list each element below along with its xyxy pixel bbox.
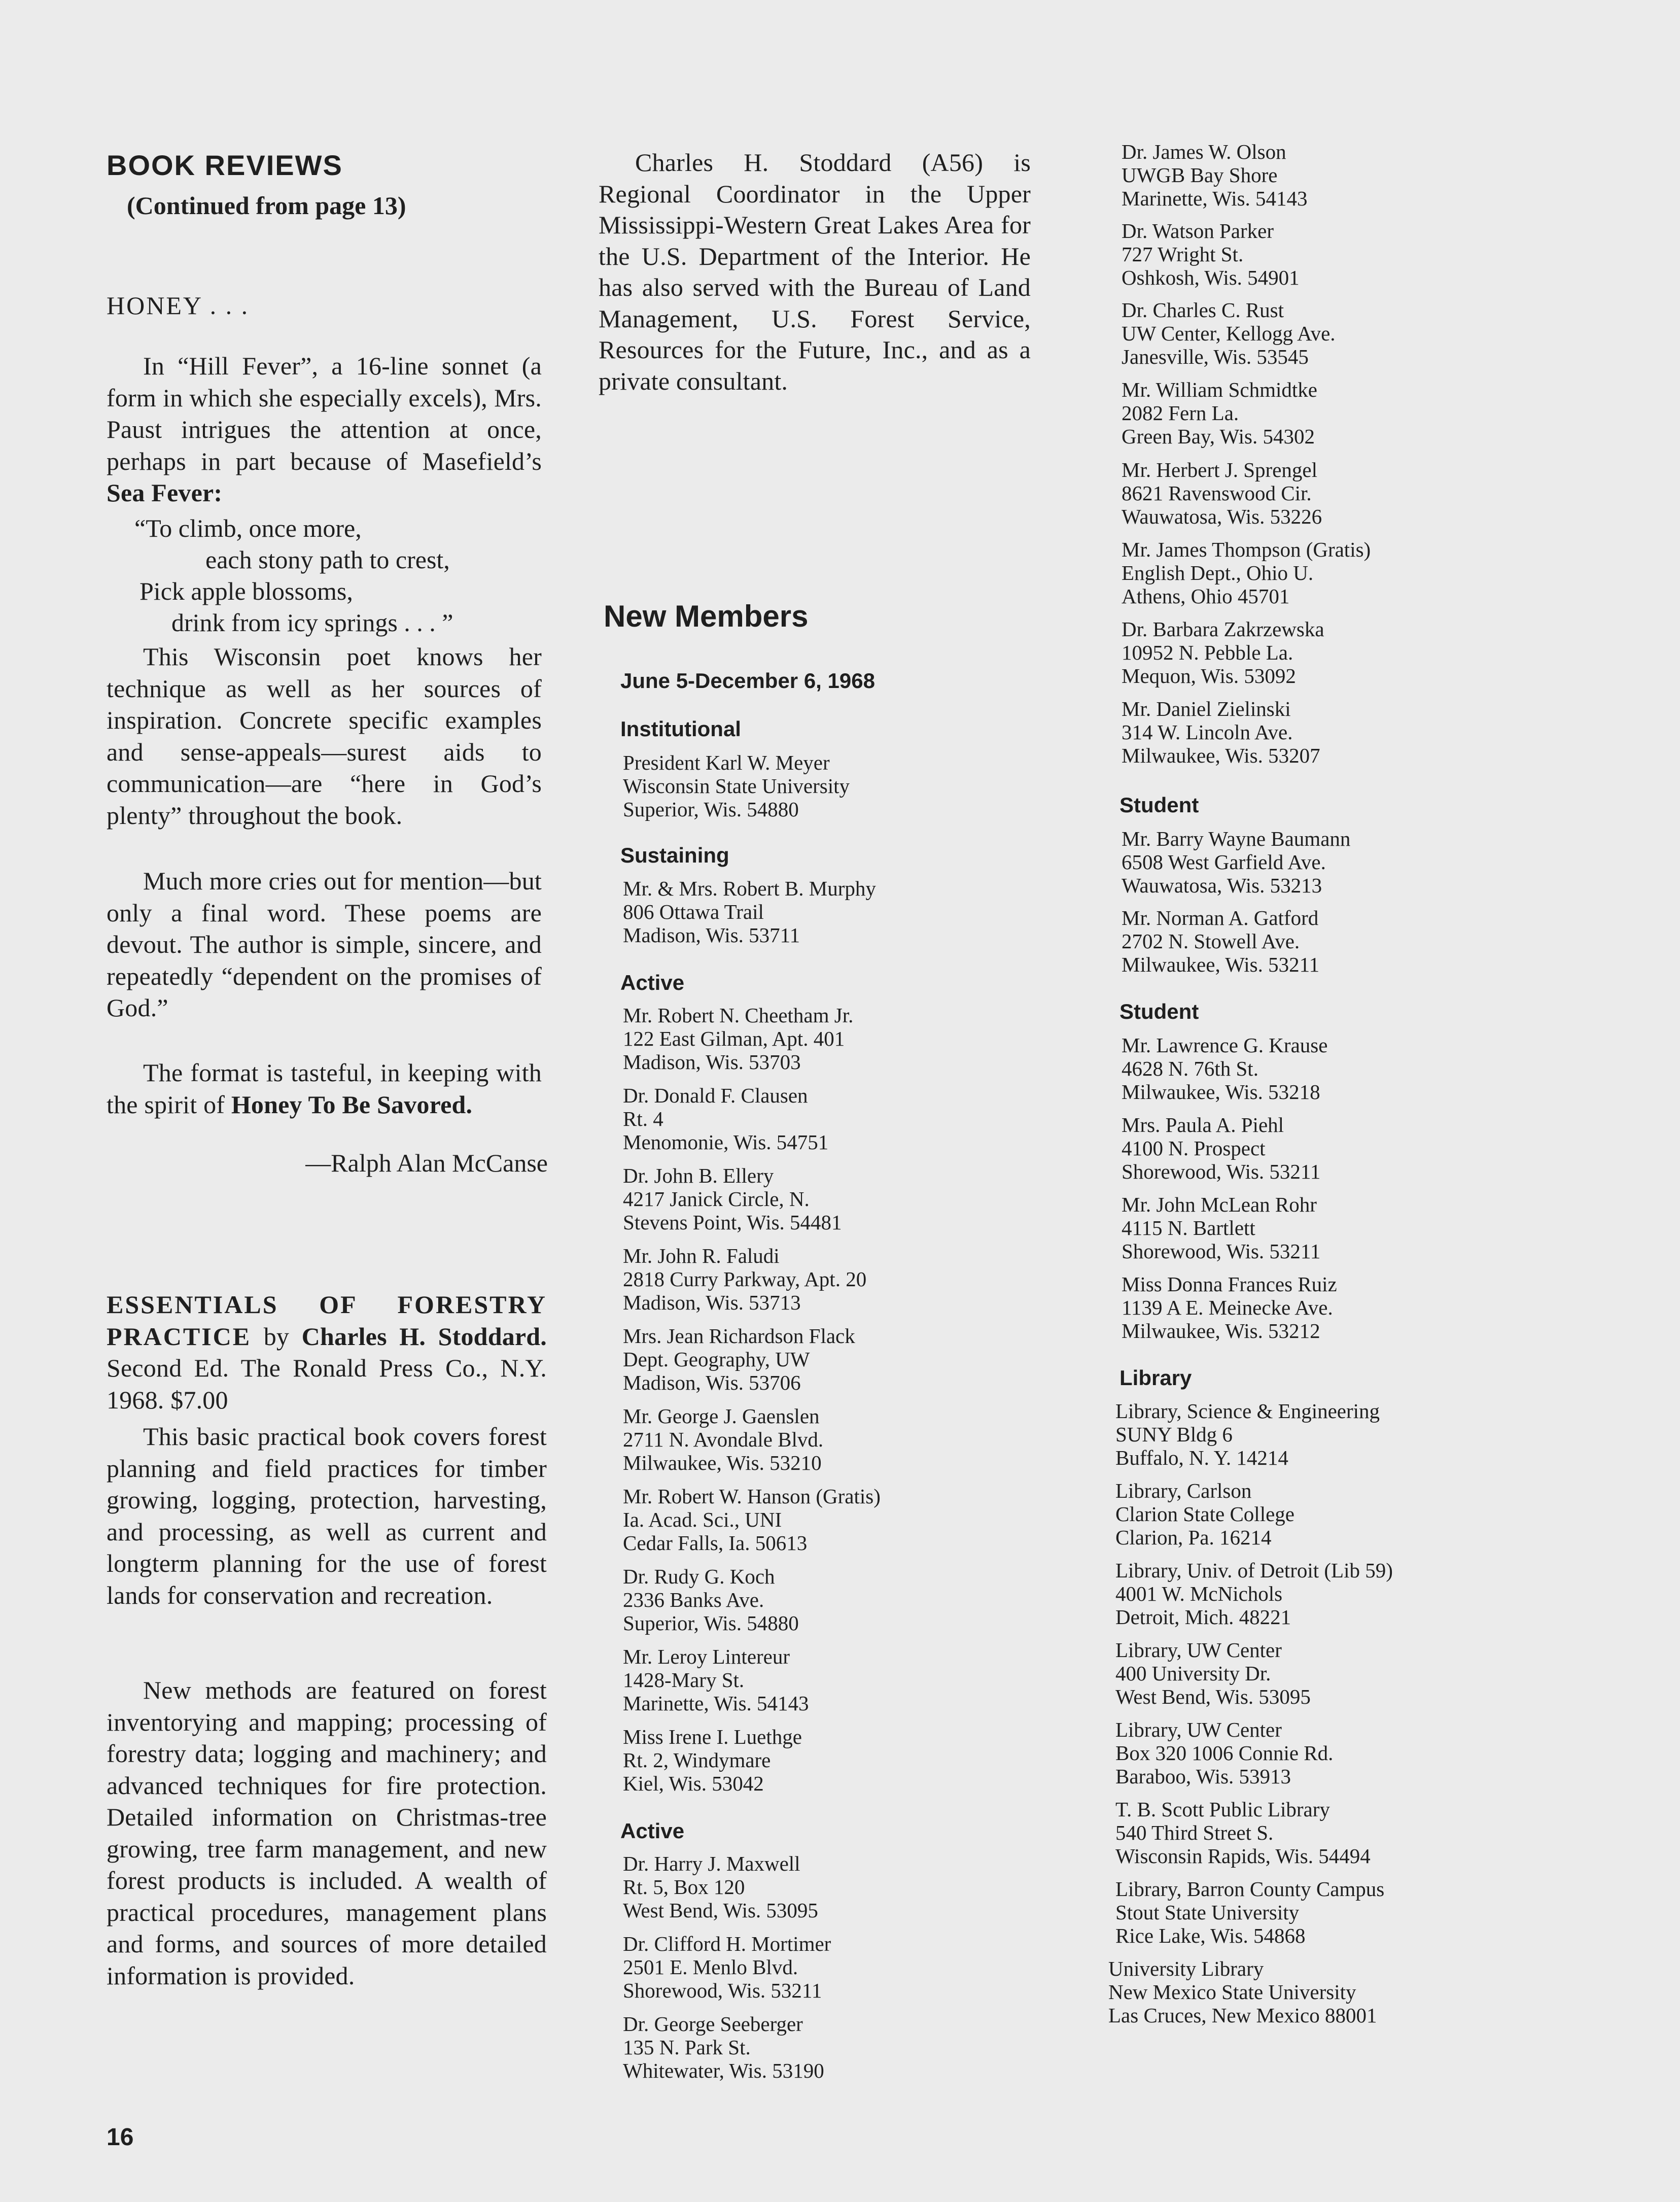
member-entry: President Karl W. Meyer Wisconsin State University Superior, Wis. 54880 (623, 751, 850, 821)
forestry-by: by (263, 1322, 290, 1351)
library-label: Library (1119, 1366, 1192, 1390)
honey-paragraph-2: This Wisconsin poet knows her technique as well as her sources of inspiration. Concrete specific examples and sense-appeals—surest aids to communication—are “here in God’s plenty” throughout the book. (107, 642, 542, 830)
member-entry: Miss Donna Frances Ruiz 1139 A E. Meinecke Ave. Milwaukee, Wis. 53212 (1122, 1272, 1337, 1343)
student-label-2: Student (1119, 1000, 1199, 1023)
member-entry: Dr. Rudy G. Koch 2336 Banks Ave. Superior, Wis. 54880 (623, 1565, 799, 1635)
member-entry: Dr. George Seeberger 135 N. Park St. Whitewater, Wis. 53190 (623, 2012, 824, 2082)
continued-note: (Continued from page 13) (127, 191, 406, 220)
student-label: Student (1119, 793, 1199, 817)
honey-paragraph-3: Much more cries out for mention—but only a final word. These poems are devout. The author is simple, sincere, and repeatedly “dependent on the promises of God.” (107, 867, 542, 1022)
reviewer-signature: —Ralph Alan McCanse (305, 1149, 548, 1177)
sustaining-label: Sustaining (620, 843, 729, 867)
member-entry: Mr. & Mrs. Robert B. Murphy 806 Ottawa Trail Madison, Wis. 53711 (623, 877, 876, 947)
member-entry: Miss Irene I. Luethge Rt. 2, Windymare Kiel, Wis. 53042 (623, 1725, 802, 1795)
member-entry: Mr. Robert N. Cheetham Jr. 122 East Gilman, Apt. 401 Madison, Wis. 53703 (623, 1004, 854, 1074)
member-entry: Dr. Harry J. Maxwell Rt. 5, Box 120 West Bend, Wis. 53095 (623, 1852, 818, 1922)
poem-line: drink from icy springs . . . ” (171, 608, 453, 637)
member-entry: Mr. Robert W. Hanson (Gratis) Ia. Acad. Sci., UNI Cedar Falls, Ia. 50613 (623, 1485, 881, 1555)
member-entry: Dr. Watson Parker 727 Wright St. Oshkosh, Wis. 54901 (1122, 219, 1300, 289)
membership-dates: June 5-December 6, 1968 (620, 669, 875, 693)
honey-paragraph-4 (107, 1057, 542, 1120)
honey-p1-text: In “Hill Fever”, a 16-line sonnet (a form in which she especially excels), Mrs. Paust intrigues the attention at once, perhaps in part because of Masefield’s (107, 352, 542, 475)
member-entry: Mr. Herbert J. Sprengel 8621 Ravenswood Cir. Wauwatosa, Wis. 53226 (1122, 458, 1322, 528)
honey-book-title: Honey To Be Savored. (231, 1090, 473, 1119)
member-entry: Dr. James W. Olson UWGB Bay Shore Marinette, Wis. 54143 (1122, 140, 1308, 210)
member-entry: Mr. John McLean Rohr 4115 N. Bartlett Shorewood, Wis. 53211 (1122, 1193, 1321, 1263)
honey-p4-text: The format is tasteful, in keeping with the spirit of (107, 1058, 542, 1119)
library-entry: Library, UW Center Box 320 1006 Connie Rd. Baraboo, Wis. 53913 (1115, 1718, 1334, 1788)
member-entry: Dr. Barbara Zakrzewska 10952 N. Pebble La. Mequon, Wis. 53092 (1122, 617, 1324, 687)
member-entry: Dr. Donald F. Clausen Rt. 4 Menomonie, Wis. 54751 (623, 1084, 829, 1154)
sea-fever-title: Sea Fever: (107, 478, 223, 507)
member-entry: Mrs. Jean Richardson Flack Dept. Geography, UW Madison, Wis. 53706 (623, 1324, 855, 1394)
member-entry: Mr. Daniel Zielinski 314 W. Lincoln Ave. Milwaukee, Wis. 53207 (1122, 697, 1320, 767)
library-entry: Library, Barron County Campus Stout State University Rice Lake, Wis. 54868 (1115, 1877, 1385, 1947)
poem-line: each stony path to crest, (205, 545, 450, 574)
forestry-paragraph-1: This basic practical book covers forest planning and field practices for timber growing, logging, protection, harvesting, and processing, as well as current and longterm planning for the use of forest lands for conservation and recreation. (107, 1422, 547, 1609)
active-label-2: Active (620, 1819, 685, 1843)
member-entry: Dr. Clifford H. Mortimer 2501 E. Menlo Blvd. Shorewood, Wis. 53211 (623, 1932, 831, 2002)
library-entry: Library, UW Center 400 University Dr. West Bend, Wis. 53095 (1115, 1638, 1311, 1708)
member-entry: Mr. Barry Wayne Baumann 6508 West Garfield Ave. Wauwatosa, Wis. 53213 (1122, 827, 1351, 897)
stoddard-bio: Charles H. Stoddard (A56) is Regional Coordinator in the Upper Mississippi-Western Great Lakes Area for the U.S. Department of the Interior. He has also served with the Bureau of Land Management, U.S. Forest Service, Resources for the Future, Inc., and as a private consultant. (599, 148, 1031, 395)
library-entry: Library, Carlson Clarion State College Clarion, Pa. 16214 (1115, 1479, 1294, 1549)
book-reviews-heading: BOOK REVIEWS (107, 149, 343, 181)
member-entry: Mr. William Schmidtke 2082 Fern La. Green Bay, Wis. 54302 (1122, 378, 1317, 448)
honey-heading: HONEY . . . (107, 291, 250, 320)
library-entry: University Library New Mexico State University Las Cruces, New Mexico 88001 (1108, 1957, 1377, 2027)
institutional-label: Institutional (620, 717, 741, 741)
forestry-citation (107, 1289, 547, 1416)
member-entry: Mr. Lawrence G. Krause 4628 N. 76th St. Milwaukee, Wis. 53218 (1122, 1034, 1328, 1104)
new-members-heading: New Members (604, 599, 809, 633)
library-entry: Library, Science & Engineering SUNY Bldg 6 Buffalo, N. Y. 14214 (1115, 1399, 1380, 1469)
member-entry: Dr. Charles C. Rust UW Center, Kellogg Ave. Janesville, Wis. 53545 (1122, 298, 1336, 368)
honey-paragraph-1 (107, 350, 542, 509)
member-entry: Mrs. Paula A. Piehl 4100 N. Prospect Shorewood, Wis. 53211 (1122, 1113, 1321, 1183)
poem-line: Pick apple blossoms, (139, 577, 353, 605)
member-entry: Mr. Norman A. Gatford 2702 N. Stowell Ave. Milwaukee, Wis. 53211 (1122, 906, 1320, 976)
member-entry: Dr. John B. Ellery 4217 Janick Circle, N. Stevens Point, Wis. 54481 (623, 1164, 842, 1234)
active-label: Active (620, 971, 685, 994)
forestry-author: Charles H. Stoddard. (301, 1322, 547, 1351)
member-entry: Mr. James Thompson (Gratis) English Dept., Ohio U. Athens, Ohio 45701 (1122, 538, 1371, 608)
forestry-book-title: ESSENTIALS OF FORESTRY PRACTICE (107, 1290, 547, 1351)
page-number: 16 (107, 2124, 134, 2151)
forestry-publication: Second Ed. The Ronald Press Co., N.Y. 1968. $7.00 (107, 1354, 547, 1414)
member-entry: Mr. John R. Faludi 2818 Curry Parkway, Apt. 20 Madison, Wis. 53713 (623, 1244, 867, 1314)
library-entry: Library, Univ. of Detroit (Lib 59) 4001 W. McNichols Detroit, Mich. 48221 (1115, 1559, 1393, 1629)
library-entry: T. B. Scott Public Library 540 Third Street S. Wisconsin Rapids, Wis. 54494 (1115, 1798, 1371, 1868)
forestry-paragraph-2: New methods are featured on forest inventorying and mapping; processing of forestry data; logging and machinery; and advanced techniques for fire protection. Detailed information on Christmas-tree growing, tree farm management, and new forest products is included. A wealth of practical procedures, management plans and forms, and sources of more detailed information is provided. (107, 1676, 547, 1990)
member-entry: Mr. George J. Gaenslen 2711 N. Avondale Blvd. Milwaukee, Wis. 53210 (623, 1404, 824, 1474)
poem-line: “To climb, once more, (134, 514, 362, 542)
member-entry: Mr. Leroy Lintereur 1428-Mary St. Marinette, Wis. 54143 (623, 1645, 809, 1715)
